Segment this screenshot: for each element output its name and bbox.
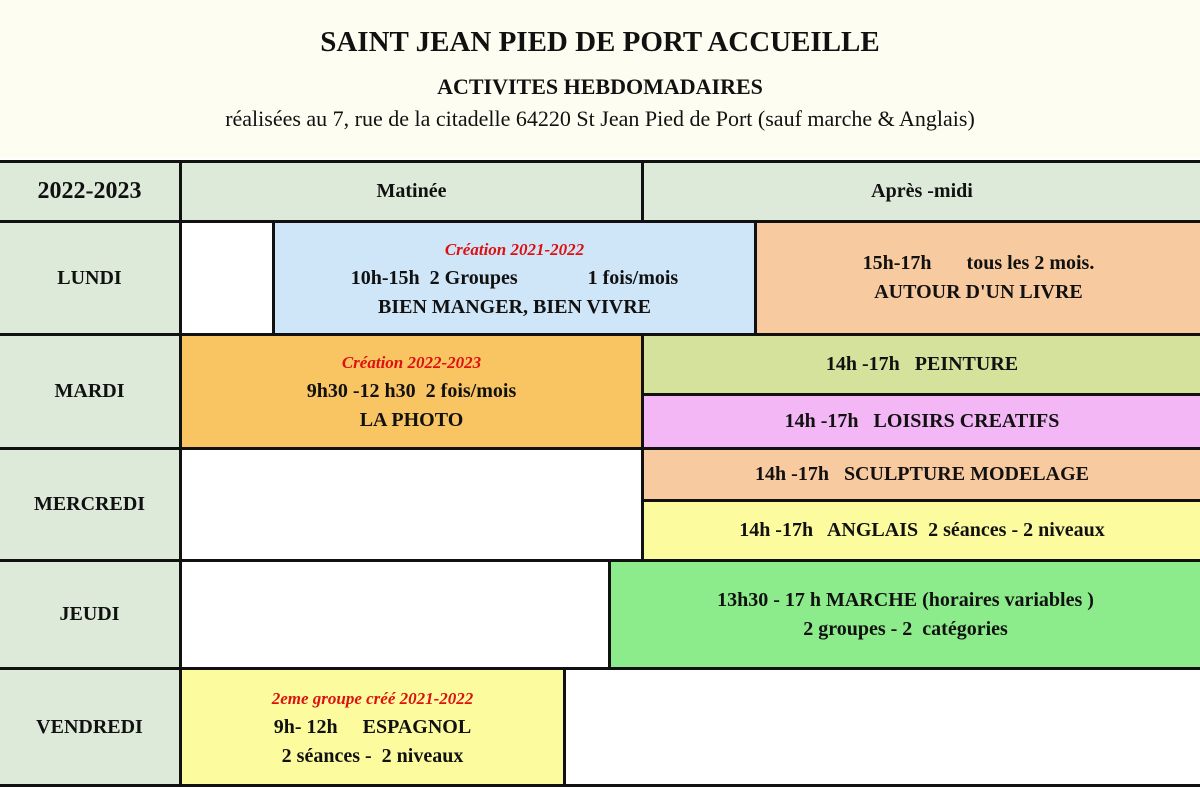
afternoon-label: Après -midi bbox=[871, 180, 973, 202]
activity-time: 9h- 12h ESPAGNOL bbox=[273, 715, 472, 738]
day-label: JEUDI bbox=[59, 603, 120, 625]
activity-title: LA PHOTO bbox=[359, 409, 464, 431]
page-subtitle: ACTIVITES HEBDOMADAIRES bbox=[437, 74, 763, 99]
activity-text: 14h -17h ANGLAIS 2 séances - 2 niveaux bbox=[739, 519, 1105, 541]
empty-cell bbox=[563, 667, 1200, 787]
year-label: 2022-2023 bbox=[37, 178, 142, 204]
address-line: réalisées au 7, rue de la citadelle 64220 St Jean Pied de Port (sauf marche & Anglais) bbox=[225, 106, 975, 131]
activity-anglais bbox=[641, 499, 1200, 562]
activity-peinture bbox=[641, 333, 1200, 396]
activity-sculpture bbox=[641, 447, 1200, 502]
afternoon-header bbox=[641, 160, 1200, 223]
empty-cell bbox=[179, 559, 611, 670]
activity-title: AUTOUR D'UN LIVRE bbox=[874, 281, 1083, 303]
activity-text: 14h -17h SCULPTURE MODELAGE bbox=[755, 463, 1089, 485]
morning-label: Matinée bbox=[376, 180, 447, 202]
activity-text: 14h -17h LOISIRS CREATIFS bbox=[784, 410, 1060, 432]
day-mercredi bbox=[0, 447, 182, 562]
page-title: SAINT JEAN PIED DE PORT ACCUEILLE bbox=[320, 26, 880, 58]
activity-text: 14h -17h PEINTURE bbox=[825, 353, 1019, 375]
activity-time: 9h30 -12 h30 2 fois/mois bbox=[306, 380, 517, 402]
activity-photo bbox=[179, 333, 644, 450]
creation-note: Création 2021-2022 bbox=[444, 239, 585, 259]
day-label: LUNDI bbox=[57, 266, 122, 289]
creation-note: 2eme groupe créé 2021-2022 bbox=[271, 688, 474, 708]
activity-marche bbox=[608, 559, 1200, 670]
day-vendredi bbox=[0, 667, 182, 787]
activity-espagnol bbox=[179, 667, 566, 787]
day-label: MERCREDI bbox=[33, 493, 146, 515]
activity-detail: 2 séances - 2 niveaux bbox=[281, 744, 464, 767]
day-label: VENDREDI bbox=[36, 715, 143, 738]
morning-header bbox=[179, 160, 644, 223]
day-mardi bbox=[0, 333, 182, 450]
empty-cell bbox=[179, 447, 644, 562]
activity-detail: 2 groupes - 2 catégories bbox=[803, 617, 1008, 640]
creation-note: Création 2022-2023 bbox=[341, 353, 482, 372]
activity-bien-manger bbox=[272, 220, 757, 336]
empty-cell bbox=[179, 220, 275, 336]
header-banner bbox=[0, 0, 1200, 158]
year-cell bbox=[0, 160, 182, 223]
day-label: MARDI bbox=[54, 380, 125, 402]
activity-time: 13h30 - 17 h MARCHE (horaires variables ) bbox=[717, 588, 1094, 611]
activity-time: 10h-15h 2 Groupes 1 fois/mois bbox=[350, 266, 679, 289]
activity-autour-livre bbox=[754, 220, 1200, 336]
activity-loisirs bbox=[641, 393, 1200, 450]
activity-time: 15h-17h tous les 2 mois. bbox=[862, 252, 1095, 274]
day-jeudi bbox=[0, 559, 182, 670]
activity-title: BIEN MANGER, BIEN VIVRE bbox=[377, 295, 651, 318]
day-lundi bbox=[0, 220, 182, 336]
